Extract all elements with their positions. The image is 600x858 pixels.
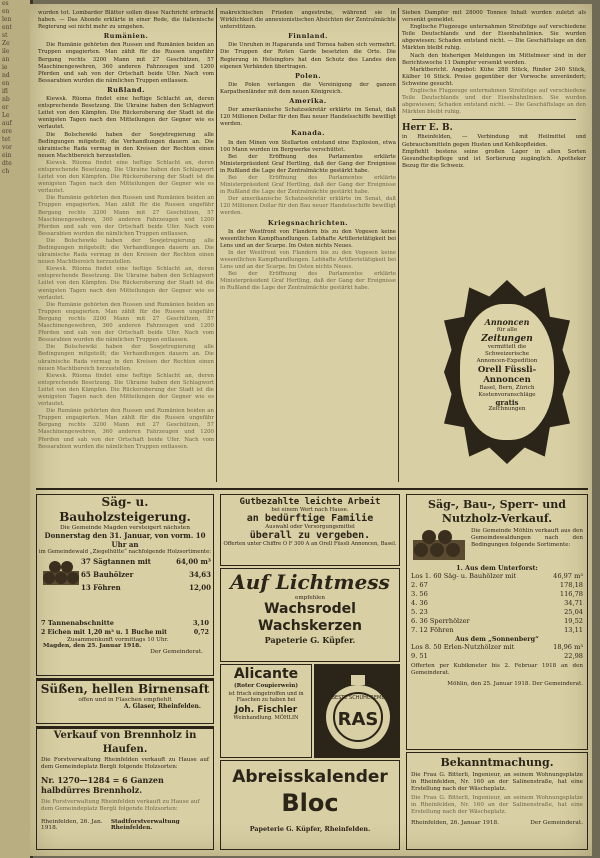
- ras-shoe-polish-ad: [314, 664, 400, 758]
- firewood-sale-ad: [36, 726, 214, 850]
- ad-text: Die Forstverwaltung Rheinfelden verkauft zu Hause auf dem Gemeindeplatz Bergli folgende Holzsorten:: [41, 799, 200, 812]
- ad-text: Die Frau G. Bitterli, Ingenieur, an seinem Wohnungsplatze in Rheinfelden, Nr. 160 an der Salinenstraße, hat eine Erstellung nach der Wäscheplatz.: [411, 795, 583, 815]
- ad-title: Bloc: [281, 789, 339, 817]
- ad-text: Wachsrodel: [264, 601, 356, 617]
- paragraph: Die Bolschewiki haben der Sowjetregierung alle Bedingungen mitgeteilt; die Verhandlungen dauern an. Die ukrainische Rada vermag in den Kreisen der Rechten einen neuen Machtbereich herzustellen.: [38, 344, 214, 372]
- ad-title: Abreisskalender: [232, 767, 388, 787]
- ad-text: offen und in Flaschen empfiehlt: [78, 697, 172, 703]
- logs-illustration-icon: [411, 528, 467, 562]
- paragraph: Die Bolschewiki haben der Sowjetregierung alle Bedingungen mitgeteilt; die Verhandlungen dauern an. Die ukrainische Rada vermag in den Kreisen der Rechten einen neuen Machtbereich herzustellen.: [38, 131, 214, 159]
- calendar-ad: [220, 760, 400, 850]
- ad-text: im Gemeindewald „Ziegelhütte“ nachfolgende Holzsortimente:: [38, 549, 212, 555]
- logs-illustration-icon: [41, 557, 81, 587]
- column-divider: [398, 8, 399, 482]
- brand-name: RAS: [337, 709, 379, 730]
- ad-text: ist frisch eingetroffen und in Flaschen zu haben bei: [228, 691, 304, 703]
- wine-ad: [220, 664, 312, 758]
- paragraph: Die Rumänie gehörten den Russen und Rumänien beiden an Truppen engagierten. Man zählt für die Russen ungefähr Bergang rechts 3200 Mann mit 27 Geschützen, 57 Maschinengewehren, 360 anderen Fahrzeugen und 1200 Pferden und sah von der Ortschaft beide Ufer. Nach vom Bessarabien wurden die nämlichen Truppen entlassen.: [38, 195, 214, 237]
- ad-title: Alicante: [233, 666, 299, 682]
- ad-date: Rheinfelden, 26. Jan. 1918.: [41, 819, 103, 831]
- ad-text: bei einem Wert nach Hause.: [271, 507, 349, 513]
- paragraph: Die Rumänie gehörten den Russen und Rumänien beiden an Truppen engagierten. Man zählt für die Russen ungefähr Bergang rechts 3200 Mann mit 27 Geschützen, 57 Maschinengewehren, 360 anderen Fahrzeugen und 1200 Pferden und sah von der Ortschaft beide Ufer. Nach vom Bessarabien wurden die nämlichen Truppen entlassen.: [38, 408, 214, 450]
- paragraph: Sieben Dampfer mit 28000 Tonnen Inhalt wurden zuletzt als versenkt gemeldet.: [402, 10, 586, 24]
- ad-signature: Möhlin, den 25. Januar 1918. Der Gemeinderat.: [447, 681, 583, 687]
- ad-date: Rheinfelden, 26. Januar 1918.: [411, 820, 500, 826]
- ad-title: Gutbezahlte leichte Arbeit: [239, 497, 381, 507]
- ad-date: Magden, den 25. Januar 1918.: [43, 643, 142, 649]
- ad-title: Verkauf von Brennholz in Haufen.: [53, 730, 197, 755]
- ad-signature: Papeterie G. Küpfer.: [264, 635, 356, 645]
- section-heading: Polen.: [295, 71, 321, 80]
- paragraph: Bei der Eröffnung des Parlamentes erklärte Ministerpräsident Graf Hertling, daß der Gang der Ereignisse in Rußland die Lage der Zentralmächte gestärkt habe.: [220, 153, 396, 174]
- cider-ad: [36, 678, 214, 724]
- advertisement-section: [36, 488, 588, 854]
- ad-text: empfehlen: [295, 595, 325, 601]
- ad-section: 1. Aus dem Unterforst:: [456, 564, 538, 572]
- ad-title: Säg-, Bau-, Sperr- und Nutzholz-Verkauf.: [428, 498, 566, 525]
- ad-title: Säg- u. Bauholzsteigerung.: [59, 495, 191, 524]
- ad-text: Die Gemeinde Magden versteigert nächsten: [60, 525, 190, 531]
- paragraph: Bei der Eröffnung des Parlamentes erklärte Ministerpräsident Graf Hertling, daß der Gang der Ereignisse in Rußland die Lage der Zentralmächte gestärkt habe.: [220, 271, 396, 292]
- paragraph: Der amerikanische Schatzsekretär erklärte im Senat, daß 120 Millionen Dollar für den Bau neuer Handelsschiffe bewilligt werden.: [220, 107, 396, 128]
- newspaper-page: [30, 4, 592, 856]
- ad-signature: Stadtforstverwaltung Rheinfelden.: [110, 819, 180, 831]
- paragraph: In der Westfront von Flandern bis zu den Vogesen keine wesentlichen Kampfhandlungen. Lebhafte Artillerietätigkeit bei Lens und an der Scarpe. Im Osten nichts Neues.: [220, 228, 396, 249]
- ad-signature: Der Gemeinderat.: [530, 820, 583, 826]
- paragraph: Kiewsk. Rüoma findet eine heftige Schlacht an, deren entsprechende Besetzung. Die Ukraine haben den Schlagwort Leitet von den Kämpfen. Die Rückeroberung der Stadt ist die wenigsten Tagen nach den Mitteilungen der Gegner wie es verlautet.: [38, 159, 214, 195]
- paragraph: Die Unruhen in Haparanda und Tornea haben sich vermehrt. Die Truppen der Roten Garde besetzten die Orte. Die Regierung in Helsingfors hat den Schutz des Landes den eigenen Verbänden übertragen.: [220, 42, 396, 70]
- paragraph: Kiewsk. Rüoma findet eine heftige Schlacht an, deren entsprechende Besetzung. Die Ukraine haben den Schlagwort Leitet von den Kämpfen. Die Rückeroberung der Stadt ist die wenigsten Tagen nach den Mitteilungen der Gegner wie es verlautet.: [38, 96, 214, 131]
- section-heading: Finnland.: [288, 32, 328, 41]
- paragraph: Englische Flugzeuge unternahmen Streifzüge auf verschiedene Teile Deutschlands und der Eisenbahnlinien. Sie wurden abgewiesen; Schaden entstand nicht. — Die Geschäftslage an den Märkten bleibt ruhig.: [402, 24, 586, 52]
- annoncen-circle-ad: Annoncen für alle Zeitungen vermittelt die Schweizerische Annoncen-Expedition Orell Füssli- Annoncen Basel, Bern, Zürich Kostenvoranschläge gratis Zeichnungen: [460, 304, 554, 440]
- wood-auction-ad: Säg- u. Bauholzsteigerung. Die Gemeinde Magden versteigert nächsten Donnerstag den 31. Januar, von vorm. 10 Uhr an im Gemeindewald „Ziegelhütte“ nachfolgende Holzsortimente: 37 Sägtannen mit 64,00 m³ 65 Bauhölzer 34,63 13 Föhren 12,00 7 Tannenabschnitte 3,10 2 Eichen mit 1,20 m³ u. 1 Buche mit 0,72 Zusammenkunft vormittags 10 Uhr. Magden, den 25. Januar 1918. Der Gemeinderat.: [36, 494, 214, 676]
- ras-logo-icon: [315, 665, 400, 758]
- ad-section: Aus dem „Sonnenberg“: [455, 635, 539, 643]
- ad-title: Süßen, hellen Birnensaft: [40, 682, 210, 696]
- column-divider: [216, 8, 217, 482]
- paragraph: in Rheinfelden, — Verbindung mit Heilmittel und Gebrauchsmitteln gegen Husten und Kehlkopfleiden.: [402, 134, 586, 148]
- ad-heading: Herr E. B.: [402, 123, 453, 134]
- paragraph: Kiewsk. Rüoma findet eine heftige Schlacht an, deren entsprechende Besetzung. Die Ukraine haben den Schlagwort Leitet von den Kämpfen. Die Rückeroberung der Stadt ist die wenigsten Tagen nach den Mitteilungen der Gegner wie es verlautet.: [38, 266, 214, 301]
- section-heading: Rußland.: [107, 85, 145, 94]
- paragraph: Der amerikanische Schatzsekretär erklärte im Senat, daß 120 Millionen Dollar für den Bau neuer Handelsschiffe bewilligt werden.: [220, 196, 396, 217]
- ad-signature: Papeterie G. Küpfer, Rheinfelden.: [249, 825, 371, 833]
- brand-tagline: BESTE SCHUHCREME: [331, 695, 385, 701]
- paragraph: Die Polen verlangen die Vereinigung der ganzen Karpathenländer mit dem neuen Königreich.: [220, 81, 396, 95]
- section-heading: Kanada.: [291, 129, 325, 138]
- ad-items: 37 Sägtannen mit 64,00 m³ 65 Bauhölzer 34,63 13 Föhren 12,00: [37, 555, 213, 619]
- divider: [412, 119, 576, 120]
- paragraph: Die Rumänie gehörten den Russen und Rumänien beiden an Truppen engagierten. Man zählt für die Russen ungefähr Bergang rechts 3200 Mann mit 27 Geschützen, 57 Maschinengewehren, 360 anderen Fahrzeugen und 1200 Pferden und sah von der Ortschaft beide Ufer. Nach vom Bessarabien wurden die nämlichen Truppen entlassen.: [38, 301, 214, 344]
- ad-title: Bekanntmachung.: [440, 756, 554, 769]
- paragraph: makreichischen Frieden angestrebe, während sie in Wirklichkeit die annexionistischen Absichten der Zentralmächte unterstützen.: [220, 10, 396, 31]
- paragraph: In den Minen von Stellarton entstand eine Explosion, etwa 100 Mann wurden im Bergwerke verschüttet.: [220, 139, 396, 153]
- paragraph: Die Rumänie gehörten den Russen und Rumänien beiden an Truppen engagierten. Man zählt für die Russen ungefähr Bergang rechts 3200 Mann mit 27 Geschützen, 57 Maschinengewehren, 360 anderen Fahrzeugen und 1200 Pferden und sah von der Ortschaft beide Ufer. Nach vom Bessarabien wurden die nämlichen Truppen entlassen.: [38, 42, 214, 84]
- ad-text: Zusammenkunft vormittags 10 Uhr.: [67, 637, 169, 643]
- ad-text: Offerten unter Chiffre O F 300 A an Orell Füssli Annoncen, Basel.: [223, 541, 397, 547]
- ad-text: Weinhandlung. MÖHLIN: [233, 715, 299, 721]
- paragraph: wurden tot. Lombarder Blätter sollen diese Nachricht erbracht haben. — Das Abonde erklärte in einer Rede, die italienische Regierung sei nicht mehr zu umgehen.: [38, 10, 214, 31]
- paragraph: Englische Flugzeuge unternahmen Streifzüge auf verschiedene Teile Deutschlands und der Eisenbahnlinien. Sie wurden abgewiesen; Schaden entstand nicht. — Die Geschäftslage an den Märkten bleibt ruhig.: [402, 88, 586, 116]
- home-work-ad: [220, 494, 400, 566]
- ad-text: Die Forstverwaltung Rheinfelden verkauft zu Hause auf dem Gemeindeplatz Bergli folgende Holzsorten:: [41, 757, 209, 770]
- news-column-1: [38, 10, 214, 484]
- ad-text: Wachskerzen: [258, 618, 362, 634]
- ad-signature: Joh. Fischler: [234, 705, 298, 715]
- ad-text: an bedürftige Familie: [246, 513, 374, 524]
- paragraph: Empfiehlt bestens seine großen Lager in allen Sorten Gesundheitspflege und ist Sortierung zugänglich. Apotheker Bezug für die Schweiz.: [402, 148, 586, 169]
- ad-text: Auswahl oder Versorgungsmittel: [265, 524, 355, 530]
- section-heading: Kriegsnachrichten.: [267, 218, 349, 227]
- ad-date: Donnerstag den 31. Januar, von vorm. 10 Uhr an: [44, 531, 206, 549]
- timber-sale-ad: Säg-, Bau-, Sperr- und Nutzholz-Verkauf. Die Gemeinde Möhlin verkauft aus den Gemeindewaldungen nach den Bedingungen folgende Sortimente: 1. Aus dem Unterforst: Los 1. 60 Säg- u. Bauhölzer mit 46,97 m³ 2. 67 178,18 3. 56 116,78 4. 36 34,71 5. 23 25,04 6. 36 Sperrhölzer 19,52 7. 12 Föhren 13,11 Aus dem „Sonnenberg“ Los 8. 50 Erlen-Nutzhölzer mit 18,96 m³ 9. 51 22,98 Offerten per Kubikmeter bis 2. Februar 1918 an den Gemeinderat. Möhlin, den 25. Januar 1918. Der Gemeinderat.: [406, 494, 588, 750]
- paragraph: Bei der Eröffnung des Parlamentes erklärte Ministerpräsident Graf Hertling, daß der Gang der Ereignisse in Rußland die Lage der Zentralmächte gestärkt habe.: [220, 174, 396, 196]
- section-heading: Rumänien.: [103, 32, 149, 41]
- ad-items: Nr. 1270—1284 = 6 Ganzen halbdürres Brennholz.: [41, 775, 164, 795]
- section-heading: Amerika.: [289, 97, 327, 106]
- ad-signature: Der Gemeinderat.: [150, 649, 203, 655]
- ad-text: Die Gemeinde Möhlin verkauft aus den Gemeindewaldungen nach den Bedingungen folgende Sortimente:: [471, 528, 583, 548]
- paragraph: Die Bolschewiki haben der Sowjetregierung alle Bedingungen mitgeteilt; die Verhandlungen dauern an. Die ukrainische Rada vermag in den Kreisen der Rechten einen neuen Machtbereich herzustellen.: [38, 237, 214, 266]
- ad-text: Die Frau G. Bitterli, Ingenieur, an seinem Wohnungsplatze in Rheinfelden, Nr. 160 an der Salinenstraße, hat eine Erstellung nach der Wäscheplatz.: [411, 772, 583, 792]
- paragraph: In der Westfront von Flandern bis zu den Vogesen keine wesentlichen Kampfhandlungen. Lebhafte Artillerietätigkeit bei Lens und an der Scarpe. Im Osten nichts Neues.: [220, 249, 396, 271]
- paragraph: Nach den bisherigen Meldungen im Mittelmeer sind in der Berichtswoche 11 Dampfer versenkt worden.: [402, 52, 586, 66]
- news-column-2: [220, 10, 396, 484]
- ad-text: Offerten per Kubikmeter bis 2. Februar 1918 an den Gemeinderat.: [411, 663, 583, 676]
- adjacent-page-strip: es en len ent st Ze ile an ie nd en ifl nb er Le auf ere tet vor ein dte ch: [0, 0, 33, 858]
- ad-title: Auf Lichtmess: [230, 570, 390, 594]
- ad-text: (Roter Coupierwein): [233, 683, 299, 689]
- announcement-ad: [406, 752, 588, 850]
- paragraph: Kiewsk. Rüoma findet eine heftige Schlacht an, deren entsprechende Besetzung. Die Ukraine haben den Schlagwort Leitet von den Kämpfen. Die Rückeroberung der Stadt ist die wenigsten Tagen nach den Mitteilungen der Gegner wie es verlautet.: [38, 372, 214, 408]
- paragraph: Marktbericht. Angebot: Kühe 288 Stück, Rinder 240 Stück, Kälber 16 Stück. Preise gegenüber der Vorwoche unverändert; Schweine gesucht.: [402, 66, 586, 87]
- candles-ad: [220, 568, 400, 662]
- ad-signature: A. Glaser, Rheinfelden.: [123, 703, 201, 710]
- ad-text: überall zu vergeben.: [249, 530, 371, 541]
